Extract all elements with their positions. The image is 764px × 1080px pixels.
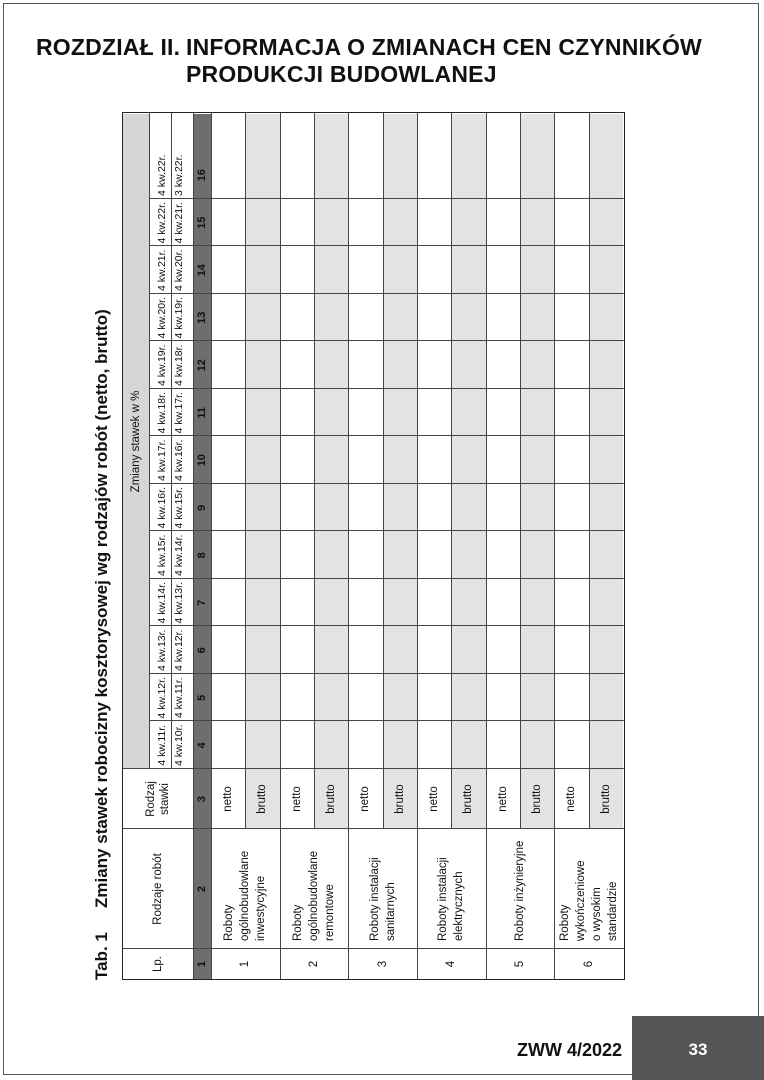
work-type-line1: Roboty instalacji sanitarnych (368, 857, 397, 941)
header-rodzaj-line2: stawki (159, 783, 171, 815)
chapter-title-line1: INFORMACJA O ZMIANACH CEN CZYNNIKÓW (186, 34, 702, 60)
period-end: 4 kw.14r. (156, 582, 168, 624)
brutto-row-band (451, 114, 485, 829)
work-type-line2: o wysokim standardzie (590, 881, 619, 941)
column-number: 12 (196, 359, 208, 372)
col-divider (123, 948, 624, 949)
period-col-divider (149, 673, 624, 674)
column-number: 3 (196, 795, 208, 803)
column-number: 2 (196, 885, 208, 893)
period-start: 4 kw.19r. (173, 297, 185, 339)
column-number: 10 (196, 454, 208, 467)
column-number: 6 (196, 647, 208, 654)
chapter-title-line2: PRODUKCJI BUDOWLANEJ (186, 61, 497, 87)
work-type-line2: remontowe (323, 884, 336, 941)
rate-type-netto: netto (496, 786, 509, 812)
row-work-type (280, 829, 349, 949)
period-col-divider (149, 483, 624, 484)
row-work-type (554, 829, 623, 949)
subrow-divider (589, 113, 590, 829)
rate-type-brutto: brutto (325, 784, 338, 814)
period-start: 4 kw.13r. (173, 582, 185, 624)
header-lp: Lp. (152, 956, 164, 972)
period-end: 4 kw.18r. (156, 392, 168, 434)
row-work-type (417, 829, 486, 949)
row-lp: 3 (376, 960, 389, 968)
period-end: 4 kw.16r. (156, 487, 168, 529)
column-number: 14 (196, 264, 208, 277)
period-end: 4 kw.20r. (156, 297, 168, 339)
rate-type-netto: netto (222, 786, 235, 812)
period-start: 4 kw.18r. (173, 344, 185, 386)
magazine-issue: ZWW 4/2022 (516, 1040, 622, 1060)
data-table (122, 112, 625, 980)
header-rodzaje: Rodzaje robót (152, 853, 164, 925)
row-divider (348, 113, 349, 979)
column-number: 7 (196, 599, 208, 606)
period-end: 4 kw.22r. (156, 154, 168, 196)
period-start: 4 kw.12r. (173, 629, 185, 671)
period-col-divider (149, 293, 624, 294)
column-number: 13 (196, 311, 208, 324)
column-number: 8 (196, 552, 208, 559)
column-number: 16 (196, 169, 208, 182)
subrow-divider (451, 113, 452, 829)
row-lp: 2 (307, 960, 320, 968)
work-type-line1: Roboty ogólnobudowlane (291, 850, 320, 941)
work-type-line1: Roboty ogólnobudowlane (223, 850, 252, 941)
period-col-divider (149, 246, 624, 247)
header-rodzaj-line1: Rodzaj (145, 781, 157, 817)
column-number: 15 (196, 216, 208, 229)
page-footer (0, 1016, 764, 1080)
header-divider (149, 113, 150, 769)
rate-type-netto: netto (359, 786, 372, 812)
rate-type-brutto: brutto (256, 784, 269, 814)
page-number-box (632, 1016, 764, 1080)
subrow-divider (520, 113, 521, 829)
work-type-line1: Roboty instalacji elektrycznych (437, 857, 466, 941)
chapter-number: ROZDZIAŁ II. (36, 34, 181, 60)
period-end: 4 kw.17r. (156, 439, 168, 481)
period-start: 4 kw.15r. (173, 487, 185, 529)
period-start: 3 kw.22r. (173, 154, 185, 196)
column-number: 5 (196, 694, 208, 701)
period-col-divider (149, 531, 624, 532)
period-start: 4 kw.11r. (173, 677, 185, 719)
period-divider (171, 113, 172, 769)
row-divider (280, 113, 281, 979)
period-end: 4 kw.12r. (156, 677, 168, 719)
period-end: 4 kw.11r. (156, 724, 168, 766)
rate-type-brutto: brutto (531, 784, 544, 814)
row-lp: 5 (513, 960, 526, 968)
work-type-line1: Roboty wykończeniowe (558, 860, 587, 941)
column-number: 11 (196, 406, 208, 419)
period-start: 4 kw.17r. (173, 392, 185, 434)
period-col-divider (149, 198, 624, 199)
brutto-row-band (314, 114, 348, 829)
row-divider (486, 113, 487, 979)
period-end: 4 kw.21r. (156, 249, 168, 291)
row-work-type (486, 829, 555, 949)
rate-type-netto: netto (290, 786, 303, 812)
subrow-divider (383, 113, 384, 829)
page-number: 33 (688, 1040, 708, 1059)
work-type-line1: Roboty inżynieryjne (513, 840, 526, 941)
period-end: 4 kw.15r. (156, 534, 168, 576)
period-col-divider (149, 626, 624, 627)
period-col-divider (149, 578, 624, 579)
row-lp: 4 (445, 960, 458, 968)
table-title: Zmiany stawek robocizny kosztorysowej wg rodzajów robót (netto, brutto) (92, 309, 111, 908)
period-start: 4 kw.21r. (173, 202, 185, 244)
period-start: 4 kw.14r. (173, 534, 185, 576)
period-col-divider (149, 388, 624, 389)
brutto-row-band (245, 114, 279, 829)
row-divider (554, 113, 555, 979)
period-end: 4 kw.22r. (156, 202, 168, 244)
brutto-row-band (589, 114, 623, 829)
work-type-line2: inwestycyjne (255, 875, 268, 941)
table-label: Tab. 1 (92, 932, 111, 980)
rate-type-brutto: brutto (393, 784, 406, 814)
table-caption (92, 309, 112, 980)
row-lp: 6 (582, 960, 595, 968)
header-zmiany-stawek: Zmiany stawek w % (130, 390, 142, 493)
period-end: 4 kw.13r. (156, 629, 168, 671)
period-start: 4 kw.16r. (173, 439, 185, 481)
period-col-divider (149, 721, 624, 722)
brutto-row-band (520, 114, 554, 829)
row-work-type (348, 829, 417, 949)
rate-type-brutto: brutto (599, 784, 612, 814)
column-number: 9 (196, 504, 208, 511)
period-col-divider (149, 436, 624, 437)
column-number: 4 (196, 742, 208, 749)
rate-type-brutto: brutto (462, 784, 475, 814)
header-bottom-line (193, 113, 194, 979)
period-start: 4 kw.20r. (173, 249, 185, 291)
header-rodzaj-stawki (123, 769, 193, 829)
row-divider (417, 113, 418, 979)
numbers-bottom-line (211, 113, 212, 979)
subrow-divider (245, 113, 246, 829)
period-col-divider (149, 341, 624, 342)
rate-type-netto: netto (565, 786, 578, 812)
brutto-row-band (383, 114, 417, 829)
col-divider (123, 768, 624, 769)
row-lp: 1 (239, 960, 252, 968)
rate-type-netto: netto (428, 786, 441, 812)
column-number: 1 (196, 960, 208, 968)
period-start: 4 kw.10r. (173, 724, 185, 766)
col-divider (123, 828, 624, 829)
period-end: 4 kw.19r. (156, 344, 168, 386)
rotated-table-block (92, 112, 625, 980)
subrow-divider (314, 113, 315, 829)
row-work-type (211, 829, 280, 949)
